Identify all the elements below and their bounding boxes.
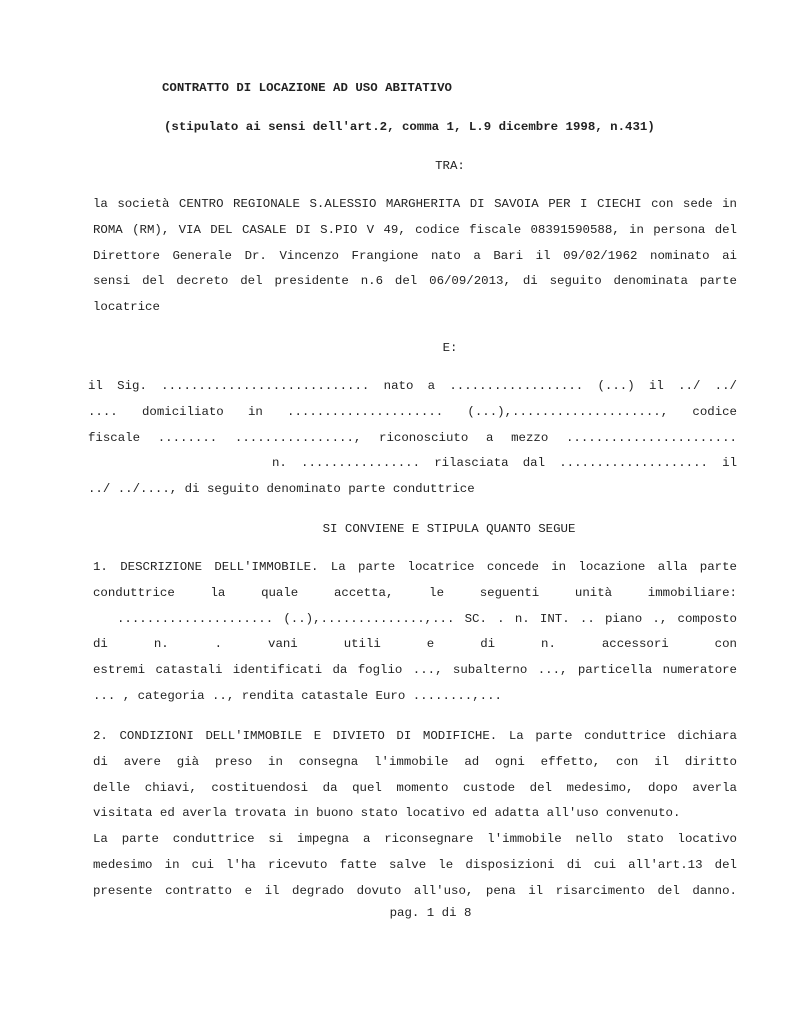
si-conviene-label: SI CONVIENE E STIPULA QUANTO SEGUE [322, 522, 576, 536]
paragraph-line: Direttore Generale Dr. Vincenzo Frangione nato a Bari il 09/02/1962 nominato ai [93, 248, 737, 263]
document-title: CONTRATTO DI LOCAZIONE AD USO ABITATIVO [162, 81, 452, 95]
e-label: E: [442, 341, 458, 355]
paragraph-line: delle chiavi, costituendosi da quel momento custode del medesimo, dopo averla [93, 780, 737, 795]
paragraph-line: La parte conduttrice si impegna a riconsegnare l'immobile nello stato locativo [93, 832, 737, 847]
paragraph-line: .... domiciliato in ..................... (...),...................., codice [88, 404, 737, 419]
paragraph-line: conduttrice la quale accetta, le seguenti unità immobiliare: [93, 585, 737, 600]
article-2 [93, 724, 737, 905]
paragraph-line: 1. DESCRIZIONE DELL'IMMOBILE. La parte locatrice concede in locazione alla parte [93, 560, 737, 574]
document-subtitle: (stipulato ai sensi dell'art.2, comma 1, L.9 dicembre 1998, n.431) [164, 120, 655, 134]
page-number: pag. 1 di 8 [389, 906, 472, 920]
tra-label: TRA: [435, 159, 465, 173]
locatrice-paragraph [93, 192, 737, 321]
paragraph-line: estremi catastali identificati da foglio ..., subalterno ..., particella numeratore [93, 663, 737, 678]
paragraph-line: sensi del decreto del presidente n.6 del 06/09/2013, di seguito denominata parte [93, 274, 737, 289]
paragraph-line: di n. . vani utili e di n. accessori con [93, 637, 737, 652]
paragraph-line: 2. CONDIZIONI DELL'IMMOBILE E DIVIETO DI MODIFICHE. La parte conduttrice dichiara [93, 729, 737, 743]
conduttrice-paragraph [88, 374, 737, 503]
paragraph-line: presente contratto e il degrado dovuto all'uso, pena il risarcimento del danno. [93, 883, 737, 898]
paragraph-line: locatrice [93, 300, 160, 315]
paragraph-line: medesimo in cui l'ha ricevuto fatte salve le disposizioni di cui all'art.13 del [93, 857, 737, 872]
paragraph-line: fiscale ........ ................, riconosciuto a mezzo ....................... [88, 430, 737, 445]
paragraph-line: n. ................ rilasciata dal .................... il [272, 456, 737, 471]
paragraph-line: visitata ed averla trovata in buono stato locativo ed adatta all'uso convenuto. [93, 806, 681, 821]
paragraph-line: la società CENTRO REGIONALE S.ALESSIO MARGHERITA DI SAVOIA PER I CIECHI con sede in [93, 197, 737, 211]
paragraph-line: ../ ../...., di seguito denominato parte conduttrice [88, 482, 475, 497]
paragraph-line: ..................... (..),..............,... SC. . n. INT. .. piano ., composto [117, 611, 737, 626]
paragraph-line: ... , categoria .., rendita catastale Euro ........,... [93, 688, 502, 703]
paragraph-line: ROMA (RM), VIA DEL CASALE DI S.PIO V 49, codice fiscale 08391590588, in persona del [93, 222, 737, 237]
paragraph-line: di avere già preso in consegna l'immobile ad ogni effetto, con il diritto [93, 754, 737, 769]
article-1 [93, 555, 737, 710]
paragraph-line: il Sig. ............................ nato a .................. (...) il ../ ../ [88, 379, 737, 393]
